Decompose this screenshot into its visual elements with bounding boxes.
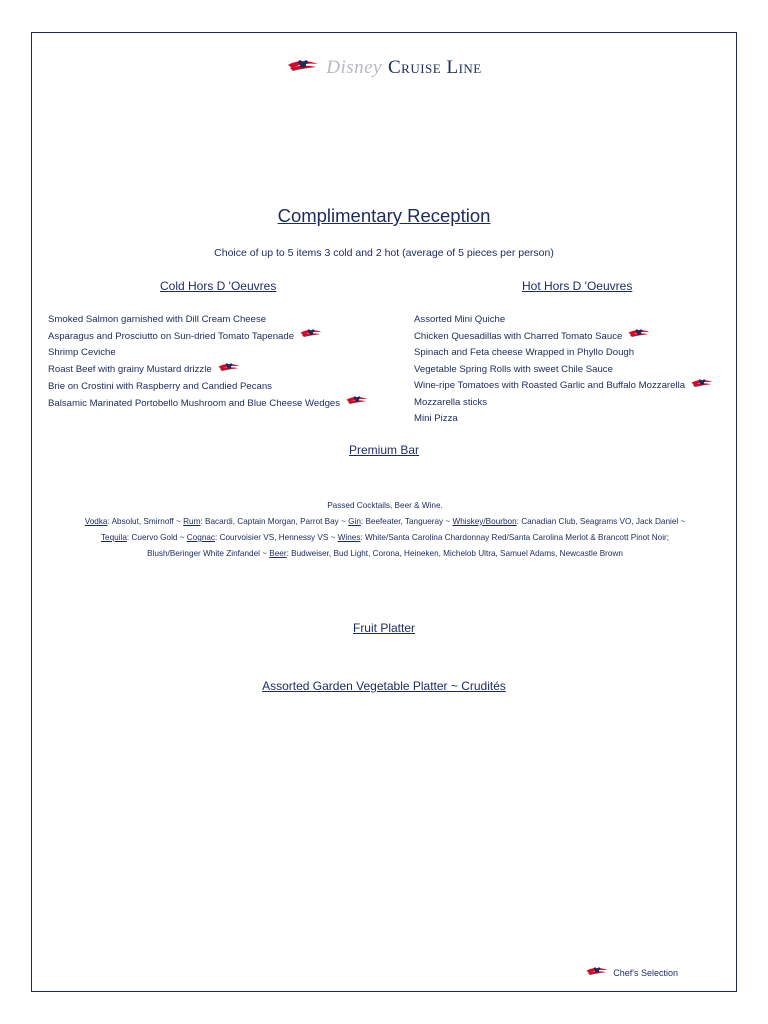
bar-heading-text: Premium Bar (348, 443, 419, 457)
hot-item-text: Vegetable Spring Rolls with sweet Chile Sauce (414, 363, 613, 375)
cold-item (48, 345, 369, 361)
cold-item (48, 379, 369, 395)
hot-list (414, 312, 714, 427)
brand-disney: Disney (326, 57, 382, 78)
cold-item-text: Roast Beef with grainy Mustard drizzle (48, 364, 212, 376)
chef-selection-icon (299, 328, 323, 345)
hot-item-text: Spinach and Feta cheese Wrapped in Phyllo Dough (414, 347, 635, 359)
menu-page (31, 32, 737, 992)
bar-description (82, 498, 688, 562)
chef-selection-icon (627, 328, 651, 345)
hot-item (414, 345, 714, 361)
hot-item (414, 411, 714, 427)
bar-category-label: Cognac (186, 533, 216, 542)
bar-category-items: Absolut, Smirnoff (111, 517, 174, 526)
bar-category-label: Beer (269, 549, 287, 558)
chef-selection-label: Chef's Selection (613, 967, 678, 978)
veg-heading (32, 679, 736, 693)
hot-item (414, 362, 714, 378)
cold-item-text: Balsamic Marinated Portobello Mushroom and Blue Cheese Wedges (48, 397, 341, 409)
hot-item-text: Mini Pizza (414, 413, 458, 425)
fruit-heading-text: Fruit Platter (352, 621, 415, 635)
page-title: Complimentary Reception (277, 205, 491, 226)
cold-item-text: Shrimp Ceviche (48, 347, 116, 359)
bar-category-items: Bacardi, Captain Morgan, Parrot Bay (204, 517, 339, 526)
mickey-wave-icon (585, 966, 609, 979)
hot-item (414, 312, 714, 328)
bar-category-items: Courvoisier VS, Hennessy VS (219, 533, 329, 542)
cold-item (48, 395, 369, 412)
chef-selection-icon (345, 395, 369, 412)
mickey-wave-icon (286, 59, 320, 78)
hot-item-text: Chicken Quesadillas with Charred Tomato Sauce (414, 330, 623, 342)
bar-category-items: Canadian Club, Seagrams VO, Jack Daniel (521, 517, 679, 526)
hot-item-text: Wine-ripe Tomatoes with Roasted Garlic and Buffalo Mozzarella (414, 380, 686, 392)
fruit-heading (32, 621, 736, 635)
hot-item-text: Assorted Mini Quiche (414, 314, 506, 325)
bar-category-items: Budweiser, Bud Light, Corona, Heineken, Michelob Ultra, Samuel Adams, Newcastle Brown (291, 549, 623, 558)
chef-selection-icon (217, 362, 241, 379)
hot-heading: Hot Hors D 'Oeuvres (522, 279, 633, 293)
bar-category-items: White/Santa Carolina Chardonnay Red/Santa Carolina Merlot & Brancott Pinot Noir; Blush/Beringer White Zinfandel (147, 533, 670, 558)
veg-heading-text: Assorted Garden Vegetable Platter ~ Crudités (262, 679, 506, 693)
bar-category-label: Vodka (84, 517, 108, 526)
chef-selection-icon (690, 378, 714, 395)
cold-list (48, 312, 369, 412)
bar-category-label: Whiskey/Bourbon (452, 517, 517, 526)
bar-category-label: Gin (348, 517, 361, 526)
brand-cruise-line: Cruise Line (388, 57, 482, 78)
hot-item (414, 395, 714, 411)
bar-category-label: Rum (183, 517, 201, 526)
bar-heading (32, 443, 736, 457)
cold-item-text: Smoked Salmon garnished with Dill Cream Cheese (48, 314, 267, 325)
bar-category-label: Tequila (100, 533, 127, 542)
bar-category-items: Cuervo Gold (131, 533, 178, 542)
bar-categories: Vodka: Absolut, Smirnoff ~ Rum: Bacardi, Captain Morgan, Parrot Bay ~ Gin: Beefeater, Tangueray ~ Whiskey/Bourbon: Canadian Club, Seagrams VO, Jack Daniel ~ Tequila: Cuervo Gold ~ Cognac: Courvoisier VS, Hennessy VS ~ Wines: White/Santa Carolina Chardonnay Red/Santa Carolina Merlot & Brancott Pinot Noir; Blush/Beringer White Zinfandel ~ Beer: Budweiser, Bud Light, Corona, Heineken, Michelob Ultra, Samuel Adams, Newcastle Brown (84, 517, 686, 558)
chef-selection-legend (585, 966, 678, 979)
page-subtitle: Choice of up to 5 items 3 cold and 2 hot (average of 5 pieces per person) (214, 247, 554, 259)
cold-item (48, 362, 369, 379)
disney-cruise-line-logo (32, 57, 736, 79)
hot-item (414, 328, 714, 345)
cold-item-text: Asparagus and Prosciutto on Sun-dried Tomato Tapenade (48, 330, 295, 342)
hot-item-text: Mozzarella sticks (414, 397, 488, 409)
cold-heading: Cold Hors D 'Oeuvres (160, 279, 277, 293)
hot-item (414, 378, 714, 395)
cold-item-text: Brie on Crostini with Raspberry and Candied Pecans (48, 380, 272, 392)
bar-intro: Passed Cocktails, Beer & Wine. (327, 501, 443, 510)
bar-category-label: Wines (337, 533, 361, 542)
cold-item (48, 328, 369, 345)
bar-category-items: Beefeater, Tangueray (365, 517, 444, 526)
cold-item (48, 312, 369, 328)
